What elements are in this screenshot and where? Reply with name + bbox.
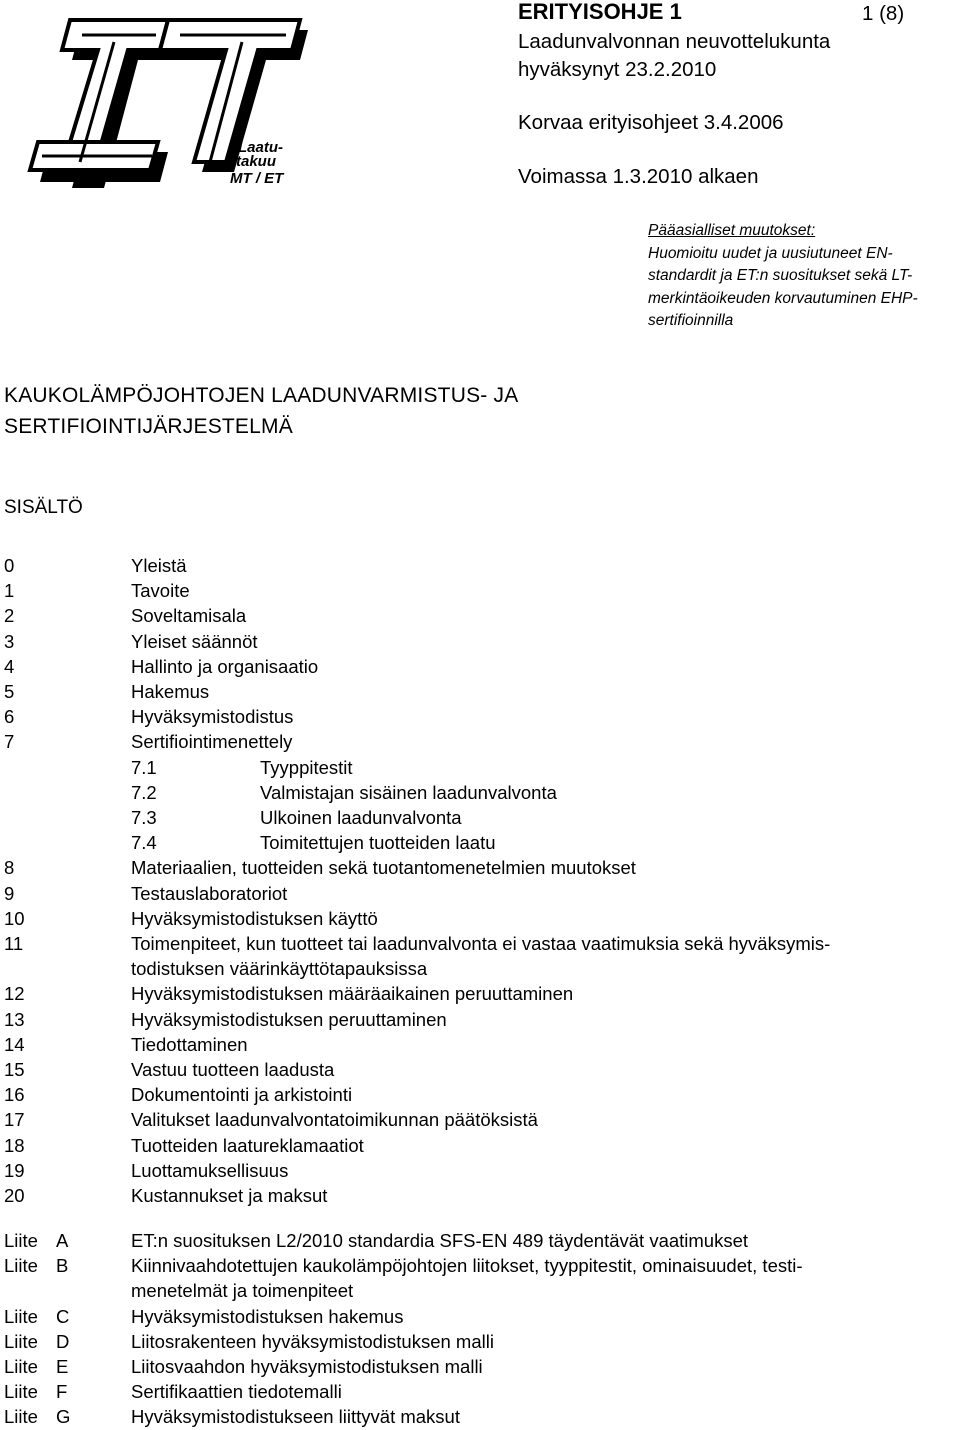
toc-item-number: 11 xyxy=(4,932,24,954)
document-title: ERITYISOHJE 1 xyxy=(518,0,682,24)
toc-item-number: 16 xyxy=(4,1084,25,1106)
toc-item-text xyxy=(131,931,954,981)
main-title xyxy=(4,380,518,442)
toc-item-number: 8 xyxy=(4,857,15,879)
toc-item-number: 7 xyxy=(4,731,15,753)
toc-item-text: Yleistä xyxy=(131,555,187,576)
toc-item-text: Sertifiointimenettely xyxy=(131,731,293,753)
toc-item-number: 13 xyxy=(4,1008,25,1030)
toc-item xyxy=(4,1133,954,1158)
appendix-text: Hyväksymistodistukseen liittyvät maksut xyxy=(131,1406,460,1428)
toc-item-number: 17 xyxy=(4,1109,25,1131)
toc-item-text: Hyväksymistodistuksen käyttö xyxy=(131,907,378,929)
toc-item xyxy=(4,679,954,704)
toc-item-text: Soveltamisala xyxy=(131,605,247,627)
toc-item xyxy=(4,729,954,754)
toc-item xyxy=(4,981,954,1006)
appendix-text: Liitosrakenteen hyväksymistodistuksen malli xyxy=(131,1330,494,1352)
toc-item-number: 1 xyxy=(4,580,15,602)
toc-item-number: 19 xyxy=(4,1159,25,1181)
main-title-line-2: SERTIFIOINTIJÄRJESTELMÄ xyxy=(4,415,293,438)
toc-subitem xyxy=(4,805,954,830)
toc-item xyxy=(4,1158,954,1183)
toc-item-text: Materiaalien, tuotteiden sekä tuotantomenetelmien muutokset xyxy=(131,857,636,879)
page-number: 1 (8) xyxy=(862,2,905,25)
appendix-text-line-1: Kiinnivaahdotettujen kaukolämpöjohtojen liitokset, tyyppitestit, ominaisuudet, testi- xyxy=(131,1255,803,1277)
appendix-text: Hyväksymistodistuksen hakemus xyxy=(131,1305,404,1327)
toc-item xyxy=(4,931,954,981)
toc-subitem xyxy=(4,755,954,780)
appendix-letter: D xyxy=(56,1330,70,1352)
toc-item-text: Luottamuksellisuus xyxy=(131,1159,289,1181)
appendix-item xyxy=(4,1404,954,1429)
toc-item-number: 6 xyxy=(4,706,15,728)
appendix-letter: A xyxy=(56,1230,69,1251)
toc-subitem-text: Ulkoinen laadunvalvonta xyxy=(260,807,462,828)
toc-item xyxy=(4,578,954,603)
main-changes-line: Huomioitu uudet ja uusiutuneet EN- xyxy=(648,244,893,262)
toc-item xyxy=(4,629,954,654)
appendix-item xyxy=(4,1354,954,1379)
toc-item xyxy=(4,603,954,628)
toc-subitem xyxy=(4,830,954,855)
toc-item-number: 12 xyxy=(4,983,25,1005)
appendix-label: Liite xyxy=(4,1381,38,1403)
toc-item-text: Hyväksymistodistuksen peruuttaminen xyxy=(131,1008,447,1030)
toc-item xyxy=(4,906,954,931)
toc-item xyxy=(4,1082,954,1107)
toc-item xyxy=(4,704,954,729)
appendix-item xyxy=(4,1253,954,1303)
main-changes-line: standardit ja ET:n suositukset sekä LT- xyxy=(648,267,913,284)
toc-item xyxy=(4,1007,954,1032)
appendix-label: Liite xyxy=(4,1255,38,1277)
toc-item-text: Kustannukset ja maksut xyxy=(131,1185,328,1207)
toc-subitem-number: 7.4 xyxy=(131,832,157,854)
toc-item-number: 5 xyxy=(4,681,15,703)
approval-line-2: hyväksynyt 23.2.2010 xyxy=(518,58,717,81)
toc-subitem xyxy=(4,780,954,805)
toc-item-number: 9 xyxy=(4,882,15,904)
toc-item-number: 10 xyxy=(4,907,25,929)
toc-item-text: Dokumentointi ja arkistointi xyxy=(131,1084,353,1106)
toc-item-text: Testauslaboratoriot xyxy=(131,882,288,904)
appendix-text: Sertifikaattien tiedotemalli xyxy=(131,1381,342,1403)
toc-item-text: Vastuu tuotteen laadusta xyxy=(131,1059,335,1080)
appendix-item xyxy=(4,1228,954,1253)
toc-subitem-number: 7.1 xyxy=(131,756,157,778)
toc-item xyxy=(4,1057,954,1082)
approval-line-1: Laadunvalvonnan neuvottelukunta xyxy=(518,30,831,53)
lt-logo-graphic xyxy=(18,2,318,192)
toc-item-text: Hallinto ja organisaatio xyxy=(131,655,319,677)
toc-subitem-text: Tyyppitestit xyxy=(260,756,353,778)
appendix-label: Liite xyxy=(4,1230,38,1251)
appendix-text: ET:n suosituksen L2/2010 standardia SFS-EN 489 täydentävät vaatimukset xyxy=(131,1230,749,1251)
lt-logo xyxy=(18,2,318,192)
toc-item-text: Hyväksymistodistus xyxy=(131,706,294,728)
toc-item-number: 15 xyxy=(4,1059,25,1080)
appendix-label: Liite xyxy=(4,1356,38,1378)
main-changes-line: sertifioinnilla xyxy=(648,312,734,329)
logo-text-line-1: Laatu- xyxy=(238,139,283,156)
toc-item-text-line-1: Toimenpiteet, kun tuotteet tai laadunvalvonta ei vastaa vaatimuksia sekä hyväksymis- xyxy=(131,932,831,954)
toc-subitem-text: Toimitettujen tuotteiden laatu xyxy=(260,832,496,854)
appendix-letter: E xyxy=(56,1356,69,1378)
toc-item-text: Tiedottaminen xyxy=(131,1033,248,1055)
toc-item-number: 4 xyxy=(4,655,15,677)
toc-item-text: Valitukset laadunvalvontatoimikunnan päätöksistä xyxy=(131,1109,538,1131)
toc-subitem-number: 7.2 xyxy=(131,781,157,803)
toc-item-number: 0 xyxy=(4,555,15,576)
logo-text-line-3: MT / ET xyxy=(230,170,284,187)
toc-item-number: 20 xyxy=(4,1185,25,1207)
appendix-letter: G xyxy=(56,1406,71,1428)
main-changes-note xyxy=(648,220,948,333)
main-changes-heading: Pääasialliset muutokset: xyxy=(648,222,816,239)
appendix-letter: B xyxy=(56,1255,69,1277)
toc-subitem-text: Valmistajan sisäinen laadunvalvonta xyxy=(260,781,557,803)
replaces-note: Korvaa erityisohjeet 3.4.2006 xyxy=(518,111,784,134)
appendix-label: Liite xyxy=(4,1305,38,1327)
appendix-item xyxy=(4,1304,954,1329)
logo-text-line-2: takuu xyxy=(236,153,277,170)
toc-item-text-line-2: todistuksen väärinkäyttötapauksissa xyxy=(131,958,428,980)
valid-from-note: Voimassa 1.3.2010 alkaen xyxy=(518,165,759,188)
toc-item xyxy=(4,553,954,578)
toc-item-text: Tavoite xyxy=(131,580,190,602)
toc-item-text: Hyväksymistodistuksen määräaikainen peruuttaminen xyxy=(131,983,574,1005)
appendix-letter: F xyxy=(56,1381,68,1403)
appendix-text: Liitosvaahdon hyväksymistodistuksen malli xyxy=(131,1356,483,1378)
toc-item-number: 18 xyxy=(4,1134,25,1156)
appendix-text xyxy=(131,1253,954,1303)
appendix-letter: C xyxy=(56,1305,70,1327)
toc-item-text: Yleiset säännöt xyxy=(131,630,258,652)
appendix-label: Liite xyxy=(4,1406,38,1428)
appendix-text-line-2: menetelmät ja toimenpiteet xyxy=(131,1280,354,1302)
toc-subitem-number: 7.3 xyxy=(131,807,157,828)
toc-item xyxy=(4,1183,954,1208)
toc-item xyxy=(4,1107,954,1132)
toc-item xyxy=(4,881,954,906)
toc-item xyxy=(4,1032,954,1057)
appendix-item xyxy=(4,1379,954,1404)
appendix-label: Liite xyxy=(4,1330,38,1352)
main-changes-line: merkintäoikeuden korvautuminen EHP- xyxy=(648,289,918,307)
main-title-line-1: KAUKOLÄMPÖJOHTOJEN LAADUNVARMISTUS- JA xyxy=(4,384,519,407)
toc-item-text: Hakemus xyxy=(131,681,210,703)
appendix-item xyxy=(4,1329,954,1354)
appendix-list xyxy=(4,1228,954,1430)
toc-item xyxy=(4,855,954,880)
table-of-contents xyxy=(4,553,954,1208)
toc-item-number: 2 xyxy=(4,605,15,627)
toc-item-number: 14 xyxy=(4,1033,25,1055)
toc-item-text: Tuotteiden laatureklamaatiot xyxy=(131,1134,364,1156)
toc-item xyxy=(4,654,954,679)
contents-heading: SISÄLTÖ xyxy=(4,497,83,518)
toc-item-number: 3 xyxy=(4,630,15,652)
